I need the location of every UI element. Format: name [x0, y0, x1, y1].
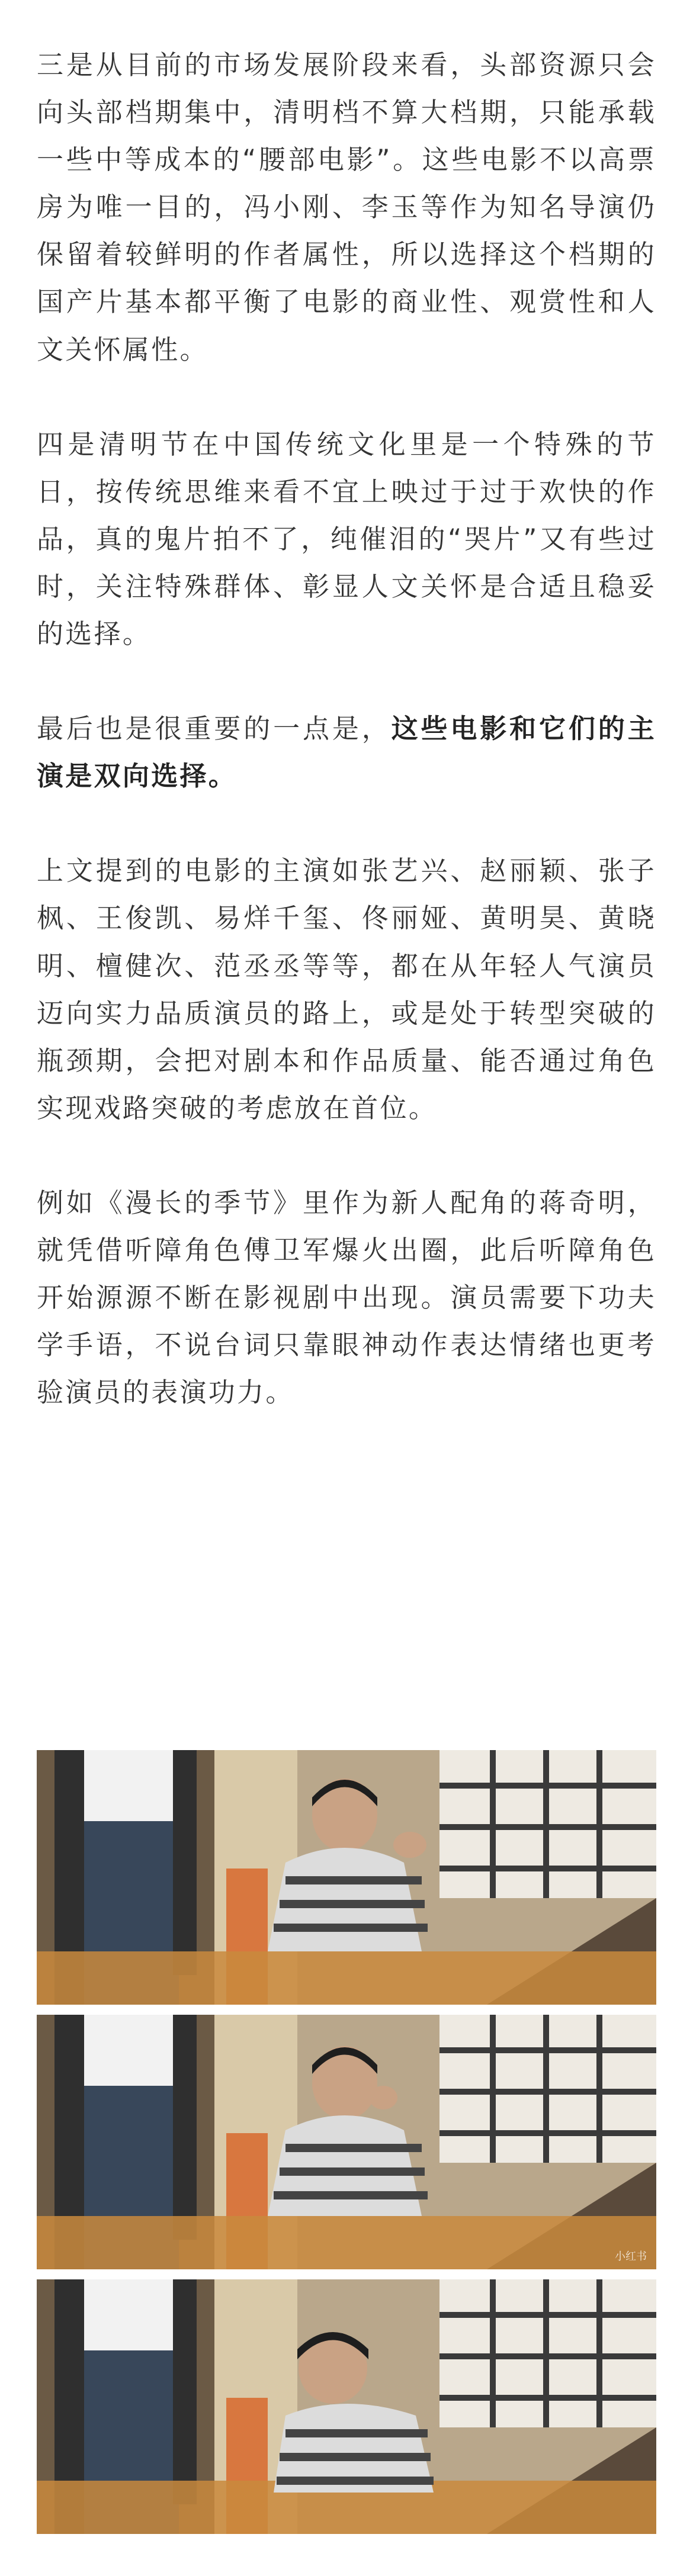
paragraph-two-way-choice-plain: 最后也是很重要的一点是，	[37, 713, 392, 745]
film-still-3	[37, 2279, 656, 2534]
paragraph-market-stage: 三是从目前的市场发展阶段来看，头部资源只会向头部档期集中，清明档不算大档期，只能承载一些中等成本的“腰部电影”。这些电影不以高票房为唯一目的，冯小刚、李玉等作为知名导演仍保留着较鲜明的作者属性，所以选择这个档期的国产片基本都平衡了电影的商业性、观赏性和人文关怀属性。	[37, 49, 656, 365]
paragraph-qingming-culture: 四是清明节在中国传统文化里是一个特殊的节日，按传统思维来看不宜上映过于过于欢快的作品，真的鬼片拍不了，纯催泪的“哭片”又有些过时，关注特殊群体、彰显人文关怀是合适且稳妥的选择。	[37, 428, 656, 650]
film-stills-collage	[37, 1750, 656, 2538]
paragraph-example: 例如《漫长的季节》里作为新人配角的蒋奇明，就凭借听障角色傅卫军爆火出圈，此后听障角色开始源源不断在影视剧中出现。演员需要下功夫学手语，不说台词只靠眼神动作表达情绪也更考验演员的表演功力。	[37, 1186, 656, 1408]
paragraph-actors: 上文提到的电影的主演如张艺兴、赵丽颖、张子枫、王俊凯、易烊千玺、佟丽娅、黄明昊、黄晓明、檀健次、范丞丞等等，都在从年轻人气演员迈向实力品质演员的路上，或是处于转型突破的瓶颈期，会把对剧本和作品质量、能否通过角色实现戏路突破的考虑放在首位。	[37, 855, 656, 1124]
article-body	[37, 41, 656, 1464]
film-still-1	[37, 1750, 656, 2005]
film-still-2	[37, 2015, 656, 2269]
paragraph-two-way-choice-bold: 这些电影和它们的主演是双向选择。	[37, 713, 657, 792]
paragraph-two-way-choice	[37, 705, 656, 800]
stills-watermark: 小红书	[615, 2250, 647, 2263]
